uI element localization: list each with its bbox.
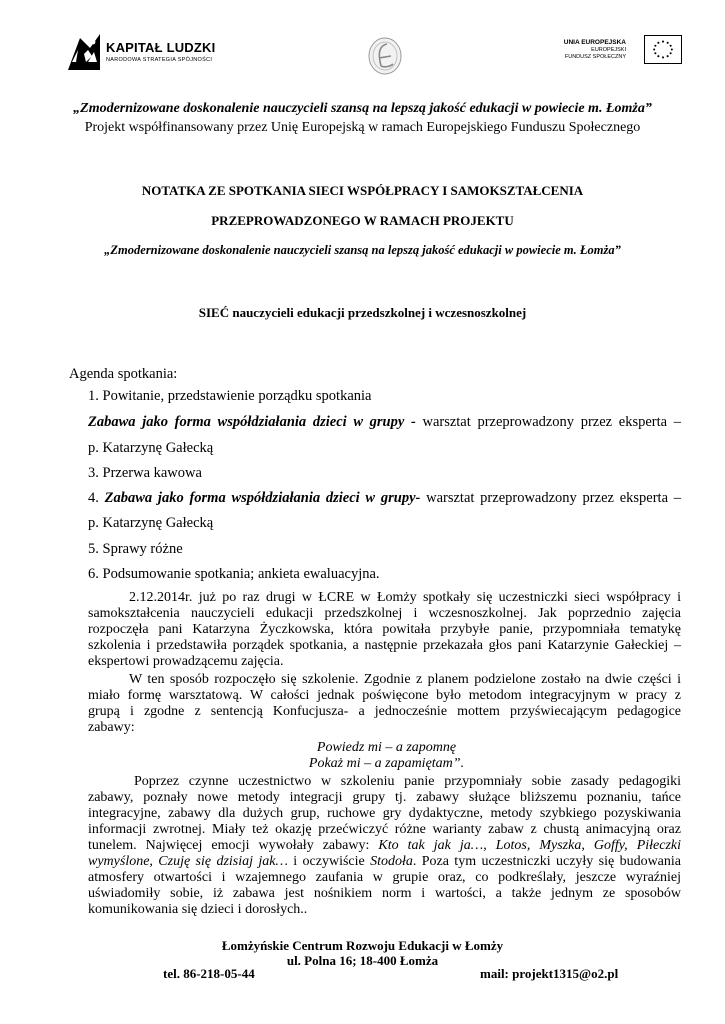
note-heading-2: PRZEPROWADZONEGO W RAMACH PROJEKTU bbox=[211, 213, 514, 228]
paragraph-2-line: grupą i zgodne z sentencją Konfucjusza- a jednocześnie mottem przyświecającym pedagogice bbox=[88, 704, 681, 719]
logo-kapital-ludzki bbox=[66, 30, 231, 76]
paragraph-1 bbox=[88, 590, 681, 670]
footer-tel: tel. 86-218-05-44 bbox=[163, 966, 255, 981]
paragraph-1-line: ekspertowi prowadzącemu zajęcia. bbox=[88, 654, 284, 669]
paragraph-1-line: rozpoczęła pani Katarzyna Życzkowska, która powitała przybyłe panie, przypomniała tematykę bbox=[88, 622, 681, 637]
footer-org: Łomżyńskie Centrum Rozwoju Edukacji w Łomży bbox=[221, 938, 504, 953]
paragraph-2-line: W ten sposób rozpoczęło się szkolenie. Zgodnie z planem podzielone zostało na dwie części i bbox=[129, 672, 681, 687]
agenda-item-5: 5. Sprawy różne bbox=[88, 541, 183, 557]
logo-kl-subtitle: NARODOWA STRATEGIA SPÓJNOŚCI bbox=[106, 57, 213, 63]
p3-l6-text: i oczywiście bbox=[293, 854, 365, 869]
p3-l6-rest: . Poza tym uczestniczki uczyły się budowania bbox=[412, 854, 681, 869]
agenda-label: Agenda spotkania: bbox=[69, 366, 178, 382]
agenda-item-4-number: 4. bbox=[88, 490, 99, 506]
p3-l5-text: tunelem. Najwięcej emocji wywołały zabawy: bbox=[88, 838, 370, 853]
paragraph-2-line: miało formę warsztatową. W całości jednak poświęcone było metodom integracyjnym w pracy z bbox=[88, 688, 681, 703]
agenda-item-2 bbox=[88, 414, 681, 431]
logo-unia-europejska bbox=[562, 35, 682, 65]
footer-mail: mail: projekt1315@o2.pl bbox=[480, 966, 619, 981]
ue-text bbox=[564, 38, 626, 61]
lcre-emblem-icon bbox=[367, 36, 403, 76]
project-title: „Zmodernizowane doskonalenie nauczycieli szansą na lepszą jakość edukacji w powiecie m. Łomża” bbox=[73, 101, 652, 116]
quote-line-1: Powiedz mi – a zapomnę bbox=[316, 740, 457, 755]
paragraph-3 bbox=[88, 774, 681, 918]
paragraph-3-line: zabawy, poznały nowe metody integracji grupy tj. zabawy służące bliższemu poznaniu, tańce bbox=[88, 790, 681, 805]
paragraph-3-line: komunikowania się dzieci i dorosłych.. bbox=[88, 902, 308, 917]
kapital-ludzki-mark-icon bbox=[66, 32, 102, 72]
p3-l5-games: Kto tak jak ja…, Lotos, Myszka, Goffy, Piłeczki bbox=[378, 838, 681, 853]
agenda-item-4-title: Zabawa jako forma współdziałania dzieci w grupy- bbox=[104, 490, 421, 506]
paragraph-3-line: uświadomiły sobie, iż zabawa jest nośnikiem norm i wartości, a także jednym ze sposobów bbox=[88, 886, 681, 901]
network-title: SIEĆ nauczycieli edukacji przedszkolnej i wczesnoszkolnej bbox=[198, 305, 527, 320]
paragraph-3-line bbox=[88, 838, 681, 854]
paragraph-3-line: Poprzez czynne uczestnictwo w szkoleniu panie przypomniały sobie zasady pedagogiki bbox=[134, 774, 681, 789]
agenda-item-2-desc: warsztat przeprowadzony przez eksperta – bbox=[422, 414, 681, 430]
paragraph-3-line: atmosfery otwartości i wzajemnego zaufania w grupie oraz, co podkreślały, jeszcze wyraźniej bbox=[88, 870, 681, 885]
paragraph-2 bbox=[88, 672, 681, 736]
agenda-item-2-expert: p. Katarzynę Gałecką bbox=[88, 440, 214, 456]
paragraph-3-line: informacji zwrotnej. Miały też okazję przećwiczyć różne warianty zabaw z chustą animacyjną oraz bbox=[88, 822, 681, 837]
logo-kl-title: KAPITAŁ LUDZKI bbox=[106, 40, 216, 55]
p3-l6-games: wymyślone, Czuję się dzisiaj jak… bbox=[88, 854, 288, 869]
ue-line2: EUROPEJSKI bbox=[591, 47, 626, 53]
agenda-item-4-desc: warsztat przeprowadzony przez eksperta – bbox=[426, 490, 682, 506]
note-project-italic: „Zmodernizowane doskonalenie nauczycieli szansą na lepszą jakość edukacji w powiecie m. Łomża” bbox=[104, 243, 621, 257]
paragraph-3-line bbox=[88, 854, 681, 870]
paragraph-1-line: samokształcenia nauczycieli edukacji przedszkolnej i wczesnoszkolnej. Jak poprzednio zajęcia bbox=[88, 606, 681, 621]
footer-address: ul. Polna 16; 18-400 Łomża bbox=[286, 953, 439, 968]
paragraph-3-line: integracyjne, zabawy dla dużych grup, ruchowe gry dydaktyczne, metody szybkiego pozyskiwania bbox=[88, 806, 681, 821]
agenda-item-2-title: Zabawa jako forma współdziałania dzieci w grupy - bbox=[88, 414, 416, 430]
agenda-item-4-expert: p. Katarzynę Gałecką bbox=[88, 515, 214, 531]
agenda-item-1: 1. Powitanie, przedstawienie porządku spotkania bbox=[88, 388, 372, 404]
agenda-item-3: 3. Przerwa kawowa bbox=[88, 465, 202, 481]
paragraph-1-line: 2.12.2014r. już po raz drugi w ŁCRE w Łomży spotkały się uczestniczki sieci współpracy i bbox=[129, 590, 681, 605]
agenda-item-4 bbox=[88, 490, 681, 507]
paragraph-1-line: szkolenia i przedstawiła porządek spotkania, a następnie przekazała głos pani Katarzynie Gałeckiej – bbox=[88, 638, 681, 653]
note-heading-1: NOTATKA ZE SPOTKANIA SIECI WSPÓŁPRACY I SAMOKSZTAŁCENIA bbox=[141, 183, 584, 198]
ue-line1: UNIA EUROPEJSKA bbox=[563, 39, 626, 46]
agenda-item-6: 6. Podsumowanie spotkania; ankieta ewaluacyjna. bbox=[88, 566, 380, 582]
cofinance-line: Projekt współfinansowany przez Unię Europejską w ramach Europejskiego Funduszu Społecznego bbox=[84, 120, 641, 135]
paragraph-2-line: zabawy: bbox=[88, 720, 135, 735]
ue-line3: FUNDUSZ SPOŁECZNY bbox=[564, 54, 626, 60]
p3-l6-stodola: Stodoła bbox=[370, 854, 413, 869]
eu-flag-icon bbox=[644, 35, 682, 64]
quote-line-2: Pokaż mi – a zapamiętam”. bbox=[308, 756, 465, 771]
